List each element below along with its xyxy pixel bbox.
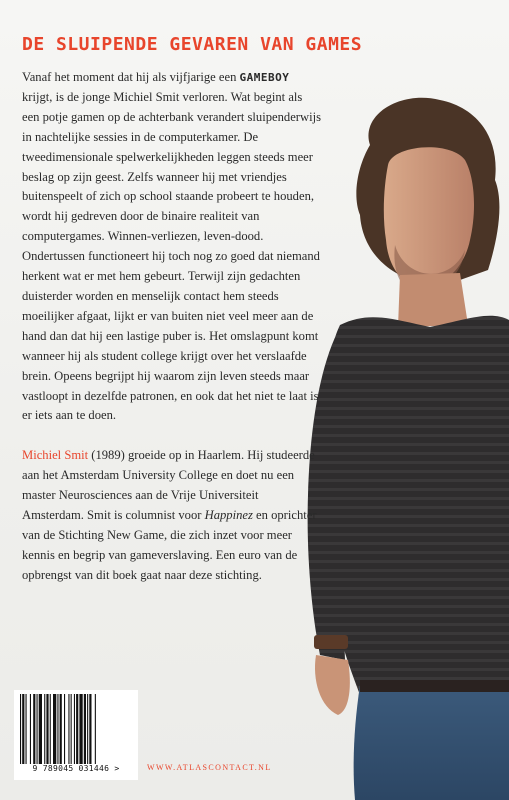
barcode-bar bbox=[79, 694, 82, 764]
barcode-bar bbox=[76, 694, 78, 764]
barcode-bar bbox=[50, 694, 51, 764]
barcode-bar bbox=[30, 694, 31, 764]
barcode-number: 9 789045 031446 > bbox=[32, 764, 120, 773]
blurb-text bbox=[22, 68, 322, 586]
cover-title: DE SLUIPENDE GEVAREN VAN GAMES bbox=[22, 34, 363, 55]
author-bio bbox=[22, 446, 322, 585]
barcode-bar bbox=[26, 694, 27, 764]
barcode-bar bbox=[95, 694, 96, 764]
barcode-bar bbox=[20, 694, 21, 764]
barcode-bar bbox=[53, 694, 56, 764]
isbn-barcode bbox=[14, 690, 138, 780]
paragraph-1-start: Vanaf het moment dat hij als vijfjarige een bbox=[22, 70, 240, 84]
barcode-bar bbox=[68, 694, 69, 764]
barcode-bar bbox=[57, 694, 58, 764]
gameboy-brand: GAMEBOY bbox=[239, 71, 290, 84]
barcode-bar bbox=[64, 694, 65, 764]
magazine-name: Happinez bbox=[204, 507, 253, 522]
author-name: Michiel Smit bbox=[22, 448, 89, 463]
barcode-bar bbox=[39, 694, 42, 764]
barcode-bar bbox=[71, 694, 72, 764]
paragraph-1-end: krijgt, is de jonge Michiel Smit verloren. Wat begint als een potje gamen op de achterbank verandert sluipenderwijs in nachtelijke sessies in de computerkamer. De tweedimensionale spelwerkelijkheden leggen steeds meer beslag op zijn geest. Zelfs wanneer hij met vriendjes buitenspeelt of zich op school staande probeert te houden, wordt hij gedreven door de binaire realiteit van computergames. Winnen-verliezen, leven-dood. bbox=[22, 89, 321, 244]
barcode-bar bbox=[44, 694, 45, 764]
barcode-bar bbox=[89, 694, 91, 764]
publisher-url: WWW.ATLASCONTACT.NL bbox=[147, 763, 272, 772]
author-photo bbox=[300, 95, 509, 800]
barcode-bar bbox=[33, 694, 35, 764]
author-photo-illustration bbox=[300, 95, 509, 800]
barcode-bar bbox=[46, 694, 48, 764]
bio-part-2: en oprichter van de Stichting New Game, die zich inzet voor meer kennis en begrip van gameverslaving. Een euro van de opbrengst van dit boek gaat naar deze stichting. bbox=[22, 507, 317, 582]
blurb-paragraph-2: Ondertussen functioneert hij toch nog zo goed dat niemand herkent wat er met hem gebeurt. Terwijl zijn gedachten duisterder worden en menselijk contact hem steeds moeilijker afgaat, lijkt er van buiten niet veel meer aan de hand dan dat hij een lastige puber is. Het omslagpunt komt wanneer hij als student college krijgt over het verslaafde brein. Opeens begrijpt hij waarom zijn leven steeds maar vastloopt in dezelfde patronen, en ook dat het niet te laat is er iets aan te doen. bbox=[22, 249, 320, 423]
barcode-bar bbox=[60, 694, 62, 764]
blurb-paragraph-1 bbox=[22, 68, 322, 247]
barcode-bar bbox=[74, 694, 75, 764]
bio-part-1: (1989) groeide op in Haarlem. Hij studeerde aan het Amsterdam University College en doet nu een master Neurosciences aan de Vrije Universiteit Amsterdam. Smit is columnist voor bbox=[22, 448, 315, 522]
barcode-bar bbox=[22, 694, 24, 764]
barcode-bar bbox=[37, 694, 38, 764]
barcode-bars bbox=[18, 694, 134, 764]
barcode-bar bbox=[87, 694, 88, 764]
barcode-bar bbox=[84, 694, 86, 764]
